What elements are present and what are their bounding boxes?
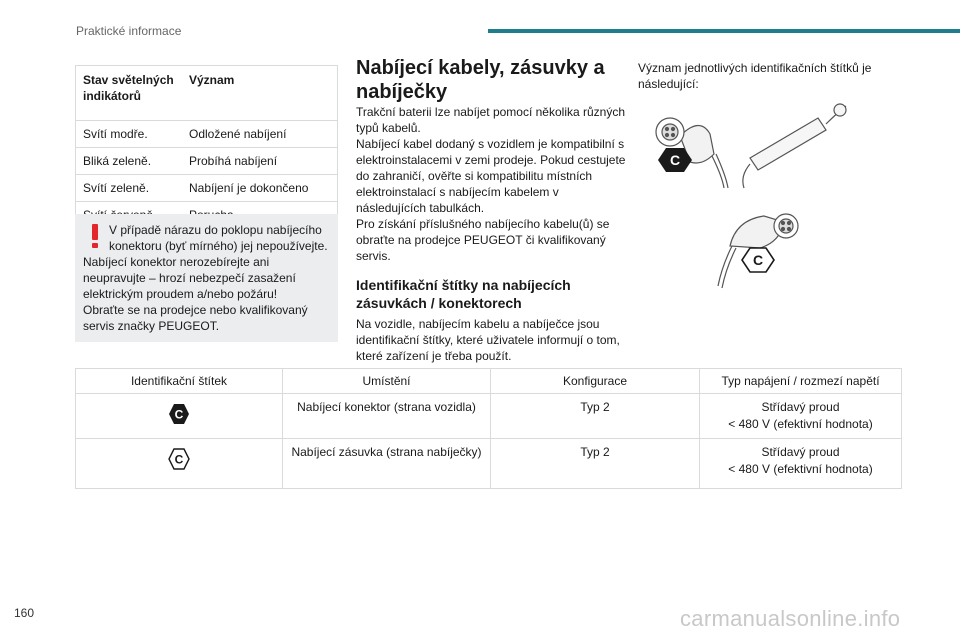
table-header-row (76, 369, 902, 394)
badge-letter: C (174, 452, 184, 467)
table-cell: Nabíjení je dokončeno (182, 175, 338, 202)
watermark: carmanualsonline.info (680, 606, 901, 631)
table-cell: Odložené nabíjení (182, 121, 338, 148)
badge-letter: C (752, 252, 764, 268)
badge-letter: C (174, 407, 184, 422)
label-badge-outline-icon (742, 248, 774, 272)
table-cell: Typ 2 (491, 394, 700, 439)
warning-box (75, 214, 338, 342)
table-header-cell: Stav světelných indikátorů (83, 73, 174, 103)
page-number: 160 (14, 606, 35, 620)
warning-text: Obraťte se na prodejce nebo kvalifikovaný servis značky PEUGEOT. (83, 303, 308, 333)
table-row (76, 121, 338, 148)
table-header-cell: Umístění (283, 369, 491, 394)
table-header-cell: Identifikační štítek (76, 369, 283, 394)
warning-text: Nabíjecí konektor nerozebírejte ani neupravujte – hrozí nebezpečí zasažení elektrickým proudem a/nebo požáru! (83, 255, 296, 301)
label-table (75, 368, 902, 489)
section-text: Na vozidle, nabíjecím kabelu a nabíječce jsou identifikační štítky, které uživatele informují o tom, které zařízení je třeba použít. (356, 317, 620, 363)
table-header-cell: Význam (189, 73, 235, 87)
label-intro-text: Význam jednotlivých identifikačních štítků je následující: (638, 61, 872, 91)
voltage-range: < 480 V (efektivní hodnota) (728, 417, 873, 431)
table-cell: Svítí modře. (76, 121, 183, 148)
table-row (76, 175, 338, 202)
table-row (76, 148, 338, 175)
label-badge-outline-icon (168, 448, 190, 475)
table-cell (76, 394, 283, 439)
table-cell: Nabíjecí zásuvka (strana nabíječky) (283, 439, 491, 489)
paragraph: Trakční baterii lze nabíjet pomocí několika různých typů kabelů. (356, 105, 626, 135)
voltage-range: < 480 V (efektivní hodnota) (728, 462, 873, 476)
table-cell (700, 394, 902, 439)
section-subtitle: Identifikační štítky na nabíjecích zásuvkách / konektorech (356, 277, 571, 311)
table-row (76, 394, 902, 439)
page-title: Nabíjecí kabely, zásuvky a nabíječky (356, 57, 605, 103)
table-header-cell: Typ napájení / rozmezí napětí (700, 369, 902, 394)
label-badge-filled-icon (168, 403, 190, 430)
supply-type: Střídavý proud (761, 400, 840, 414)
intro-text (356, 104, 626, 264)
badge-letter: C (669, 152, 681, 168)
table-cell: Probíhá nabíjení (182, 148, 338, 175)
table-cell (700, 439, 902, 489)
table-row (76, 439, 902, 489)
exclamation-icon (89, 224, 101, 248)
header-accent-bar (488, 29, 960, 33)
table-cell (76, 439, 283, 489)
paragraph: Pro získání příslušného nabíjecího kabelu(ů) se obraťte na prodejce PEUGEOT či kvalifikovaný servis. (356, 217, 610, 263)
table-cell: Nabíjecí konektor (strana vozidla) (283, 394, 491, 439)
indicator-table (75, 65, 338, 229)
supply-type: Střídavý proud (761, 445, 840, 459)
charging-connector-illustration (640, 96, 880, 296)
cable-control-box-icon (743, 104, 846, 188)
table-cell: Svítí zeleně. (76, 175, 183, 202)
table-header-cell: Konfigurace (491, 369, 700, 394)
warning-text: V případě nárazu do poklopu nabíjecího konektoru (byť mírného) jej nepoužívejte. (109, 223, 328, 253)
table-header-row (76, 66, 338, 121)
table-cell: Bliká zeleně. (76, 148, 183, 175)
section-header: Praktické informace (76, 24, 182, 38)
table-cell: Typ 2 (491, 439, 700, 489)
paragraph: Nabíjecí kabel dodaný s vozidlem je kompatibilní s elektroinstalacemi v zemi prodeje. Pokud cestujete do zahraničí, ověřte si kompatibilitu místních elektroinstalací s nabíjecím kabelem v následujících tabulkách. (356, 137, 626, 215)
